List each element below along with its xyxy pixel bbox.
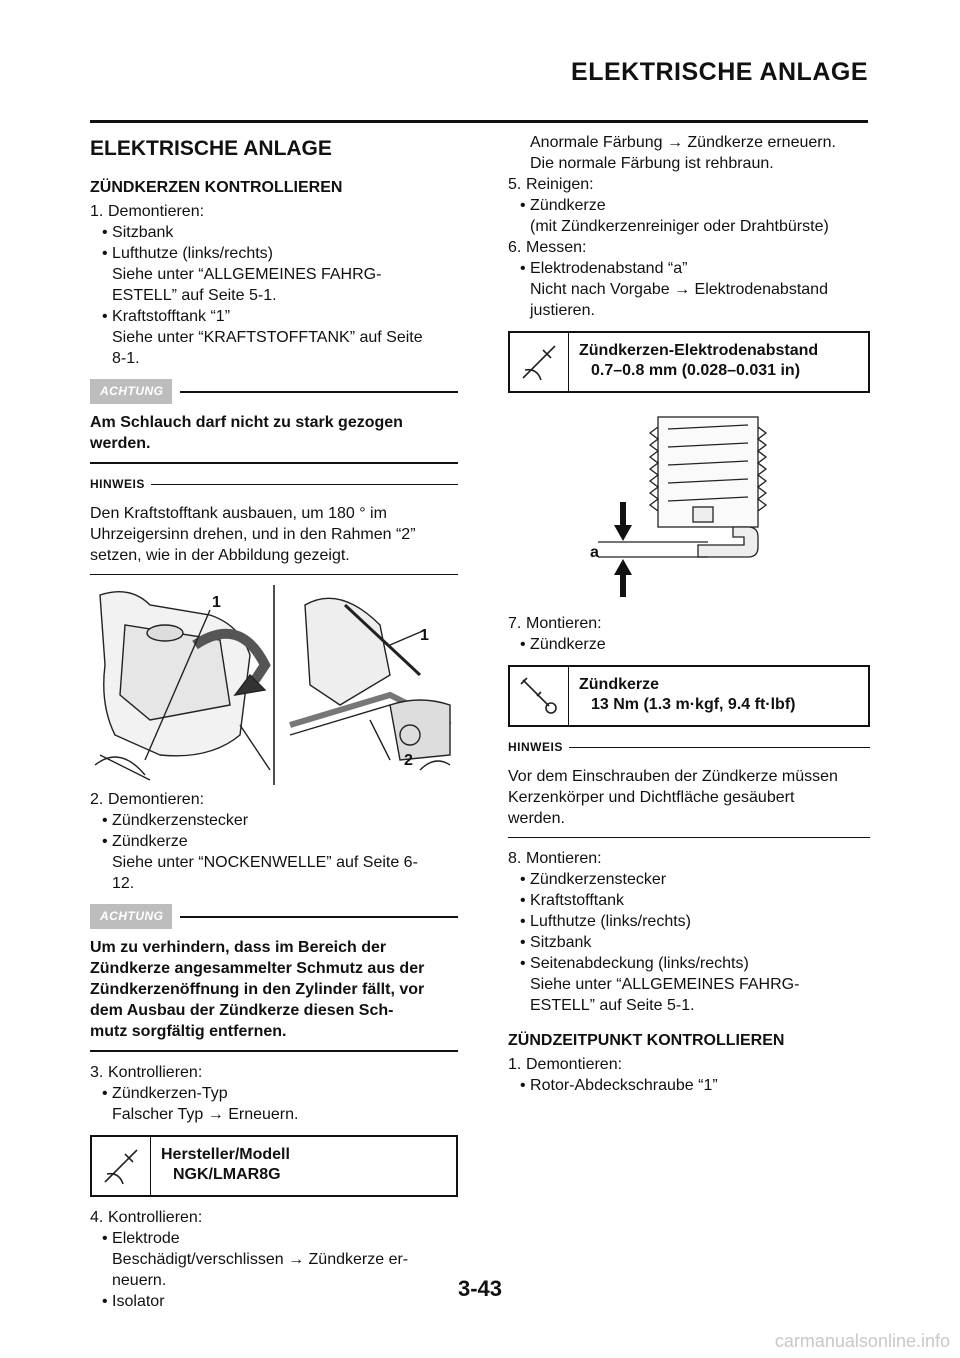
step-6: 6. Messen:: [508, 239, 587, 256]
section-title: ELEKTRISCHE ANLAGE: [90, 137, 332, 160]
list-item: • Lufthutze (links/rechts): [102, 245, 273, 262]
note-tag: HINWEIS: [508, 740, 563, 754]
torque-wrench-icon: [510, 667, 569, 725]
list-item: • Sitzbank: [520, 934, 592, 951]
note-box-1: HINWEIS Den Kraftstofftank ausbauen, um 180 ° im Uhrzeigersinn drehen, und in den Rahmen “2” setzen, wie in der Abbildung gezeigt.: [90, 474, 458, 575]
header-rule: [90, 120, 868, 123]
reference-text: Siehe unter “NOCKENWELLE” auf Seite 6-: [112, 854, 418, 871]
list-item: • Kraftstofftank “1”: [102, 308, 231, 325]
caution-tag: ACHTUNG: [90, 379, 172, 404]
result-text: Nicht nach Vorgabe → Elektrodenabstand: [530, 281, 828, 298]
spec-box-torque: [508, 665, 870, 727]
list-item: • Zündkerzenstecker: [102, 812, 249, 829]
figure-label-2: 2: [404, 752, 413, 769]
reference-text: 12.: [112, 875, 135, 892]
reference-text: Siehe unter “KRAFTSTOFFTANK” auf Seite: [112, 329, 423, 346]
list-item: • Seitenabdeckung (links/rechts): [520, 955, 749, 972]
caution-tag: ACHTUNG: [90, 904, 172, 929]
caution-box-1: ACHTUNG Am Schlauch darf nicht zu stark gezogen werden.: [90, 379, 458, 464]
reference-text: ESTELL” auf Seite 5-1.: [530, 997, 695, 1014]
reference-text: Siehe unter “ALLGEMEINES FAHRG-: [530, 976, 800, 993]
left-column: [90, 132, 458, 1312]
list-item: • Isolator: [102, 1293, 165, 1310]
step-8: 8. Montieren:: [508, 850, 602, 867]
result-text: (mit Zündkerzenreiniger oder Drahtbürste): [530, 218, 829, 235]
list-item: • Elektrode: [102, 1230, 180, 1247]
reference-text: 8-1.: [112, 350, 140, 367]
list-item: • Zündkerze: [102, 833, 188, 850]
list-item: • Elektrodenabstand “a”: [520, 260, 688, 277]
spark-plug-gap-illustration: [508, 407, 870, 607]
subheading-spark-plug: ZÜNDKERZEN KONTROLLIEREN: [90, 179, 343, 196]
header-title: ELEKTRISCHE ANLAGE: [571, 58, 868, 86]
result-text: Anormale Färbung → Zündkerze erneuern.: [530, 134, 836, 151]
note-box-2: HINWEIS Vor dem Einschrauben der Zündkerze müssen Kerzenkörper und Dichtfläche gesäubert werden.: [508, 737, 870, 838]
figure-label-1: 1: [420, 627, 429, 644]
list-item: • Sitzbank: [102, 224, 174, 241]
right-column: [508, 132, 870, 1096]
spec-title: Zündkerzen-Elektrodenabstand: [579, 342, 819, 359]
step-1-timing: 1. Demontieren:: [508, 1056, 623, 1073]
list-item: • Zündkerze: [520, 197, 606, 214]
step-5: 5. Reinigen:: [508, 176, 594, 193]
step-1: 1. Demontieren:: [90, 203, 205, 220]
spec-box-electrode-gap: [508, 331, 870, 393]
figure-label-1: 1: [212, 594, 221, 611]
list-item: • Rotor-Abdeckschraube “1”: [520, 1077, 718, 1094]
list-item: • Kraftstofftank: [520, 892, 625, 909]
spec-title: Zündkerze: [579, 676, 660, 693]
step-7: 7. Montieren:: [508, 615, 602, 632]
subheading-ignition-timing: ZÜNDZEITPUNKT KONTROLLIEREN: [508, 1032, 785, 1049]
watermark: carmanualsonline.info: [774, 1331, 950, 1351]
spec-value: 0.7–0.8 mm (0.028–0.031 in): [591, 362, 801, 379]
result-text: neuern.: [112, 1272, 167, 1289]
reference-text: Siehe unter “ALLGEMEINES FAHRG-: [112, 266, 382, 283]
page-number: 3-43: [457, 1276, 503, 1301]
list-item: • Zündkerzenstecker: [520, 871, 667, 888]
reference-text: ESTELL” auf Seite 5-1.: [112, 287, 277, 304]
result-text: justieren.: [530, 302, 595, 319]
step-2: 2. Demontieren:: [90, 791, 205, 808]
result-text: Falscher Typ → Erneuern.: [112, 1106, 299, 1123]
step-4: 4. Kontrollieren:: [90, 1209, 203, 1226]
result-text: Beschädigt/verschlissen → Zündkerze er-: [112, 1251, 409, 1268]
list-item: • Lufthutze (links/rechts): [520, 913, 691, 930]
note-tag: HINWEIS: [90, 477, 145, 491]
caution-box-2: ACHTUNG Um zu verhindern, dass im Bereich der Zündkerze angesammelter Schmutz aus der Zündkerzenöffnung in den Zylinder fällt, vor dem Ausbau der Zündkerze diesen Sch- mutz sorgfältig entfernen.: [90, 904, 458, 1052]
list-item: • Zündkerze: [520, 636, 606, 653]
figure-label-a: a: [590, 544, 599, 561]
step-3: 3. Kontrollieren:: [90, 1064, 203, 1081]
spec-value: 13 Nm (1.3 m·kgf, 9.4 ft·lbf): [591, 696, 796, 713]
list-item: • Zündkerzen-Typ: [102, 1085, 228, 1102]
spec-title: Hersteller/Modell: [161, 1146, 290, 1163]
specification-icon: [92, 1137, 151, 1195]
specification-icon: [510, 333, 569, 391]
result-text: Die normale Färbung ist rehbraun.: [530, 155, 774, 172]
spec-box-manufacturer: [90, 1135, 458, 1197]
spec-value: NGK/LMAR8G: [173, 1166, 281, 1183]
fuel-tank-illustration: [90, 585, 458, 785]
